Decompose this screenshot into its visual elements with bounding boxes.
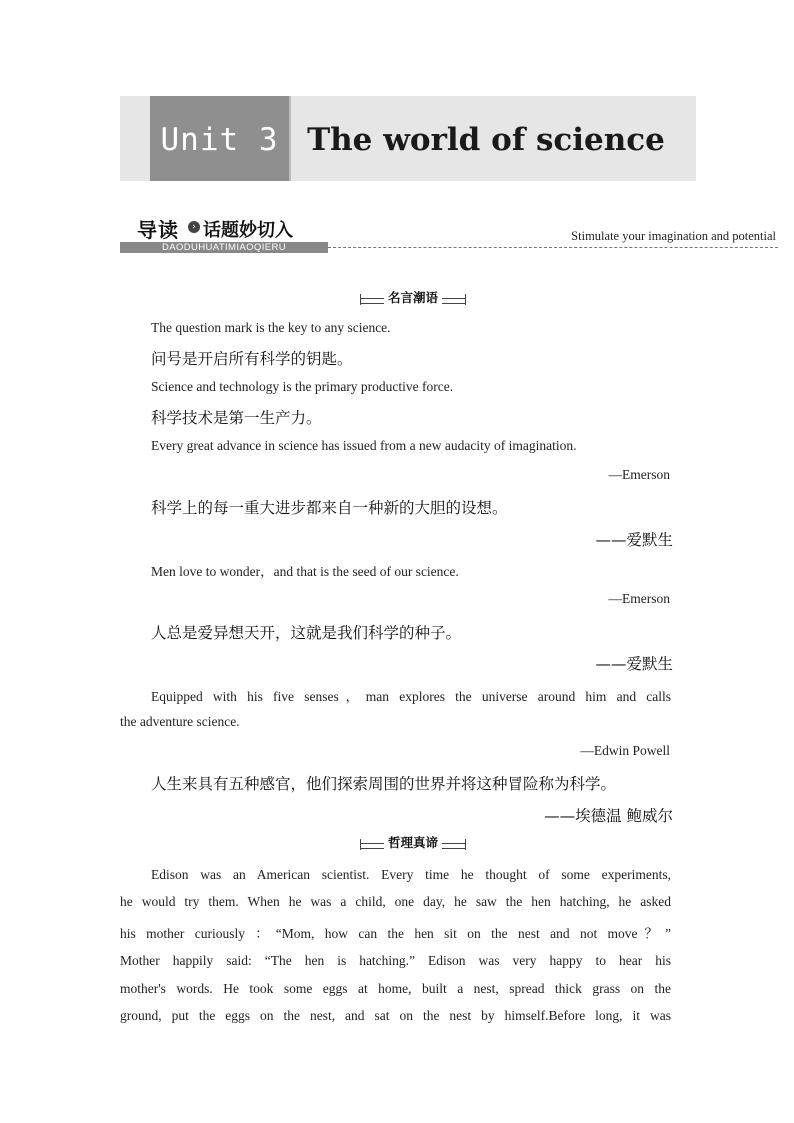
- quote-attribution: ——爱默生: [595, 531, 673, 549]
- story-line: Mother happily said: “The hen is hatching.” Edison was very happy to hear his: [120, 953, 671, 968]
- section-subtitle: 话题妙切入: [203, 220, 293, 241]
- quote-line: 人总是爱异想天开，这就是我们科学的种子。: [151, 624, 462, 642]
- quote-line: 问号是开启所有科学的钥匙。: [151, 350, 353, 368]
- dashed-divider: [328, 247, 778, 248]
- quotes-section-label: [360, 291, 466, 305]
- quote-line: The question mark is the key to any science.: [151, 320, 391, 335]
- section-pinyin: DAODUHUATIMIAOQIERU: [120, 242, 328, 253]
- section-title: 导读: [137, 218, 179, 242]
- quote-line: the adventure science.: [120, 714, 240, 729]
- quote-line: 人生来具有五种感官，他们探索周围的世界并将这种冒险称为科学。: [151, 775, 617, 793]
- story-line: mother's words. He took some eggs at home, built a nest, spread thick grass on the: [120, 981, 671, 996]
- quote-line: Equipped with his five senses，man explores the universe around him and calls: [151, 689, 671, 704]
- story-line: Edison was an American scientist. Every time he thought of some experiments,: [151, 867, 671, 882]
- quote-attribution: —Emerson: [608, 467, 670, 482]
- quote-line: Every great advance in science has issued from a new audacity of imagination.: [151, 438, 577, 453]
- quote-attribution: —Edwin Powell: [580, 743, 670, 758]
- arrow-circle-icon: ›: [188, 221, 200, 233]
- quote-attribution: —Emerson: [608, 591, 670, 606]
- story-line: ground, put the eggs on the nest, and sat on the nest by himself.Before long, it was: [120, 1008, 671, 1023]
- quote-line: 科学技术是第一生产力。: [151, 409, 322, 427]
- quote-line: Science and technology is the primary productive force.: [151, 379, 454, 394]
- story-section-label: [360, 836, 466, 850]
- section-slogan: Stimulate your imagination and potential: [571, 229, 776, 243]
- quote-line: Men love to wonder，and that is the seed of our science.: [151, 564, 459, 579]
- story-section-label-text: 哲理真谛: [384, 835, 442, 850]
- unit-title: The world of science: [307, 122, 665, 158]
- story-line: he would try them. When he was a child, one day, he saw the hen hatching, he asked: [120, 894, 671, 909]
- quote-attribution: ——爱默生: [595, 655, 673, 673]
- story-line: his mother curiously ：“Mom, how can the hen sit on the nest and not move？”: [120, 926, 671, 941]
- quote-line: 科学上的每一重大进步都来自一种新的大胆的设想。: [151, 499, 508, 517]
- unit-label: Unit 3: [160, 122, 279, 158]
- quote-attribution: ——埃德温 鲍威尔: [544, 807, 673, 825]
- quotes-section-label-text: 名言潮语: [384, 290, 442, 305]
